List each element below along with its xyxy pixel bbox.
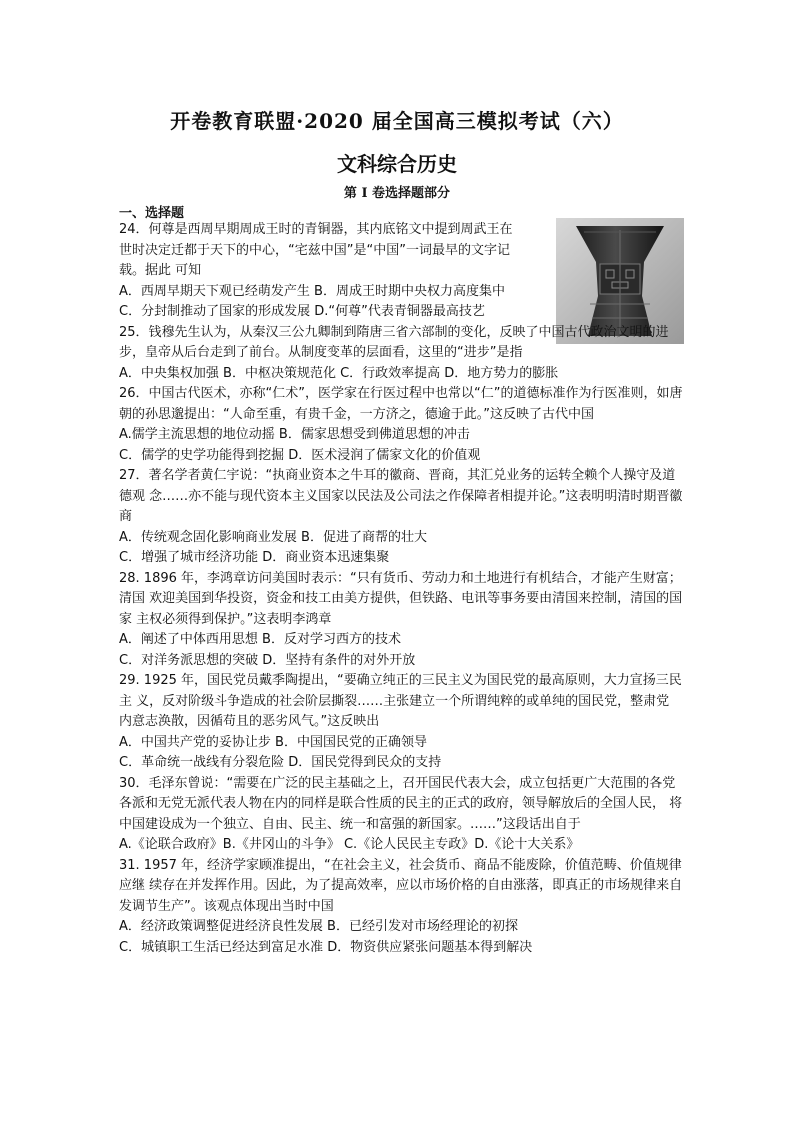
question-28: 28. 1896 年，李鸿章访问美国时表示：“只有货币、劳动力和土地进行有机结合，才能产生财富；清国 欢迎美国到华投资，资金和技工由美方提供，但铁路、电讯等事务要由清国来控制，清国的国家 主权必须得到保护。”这表明李鸿章 <box>119 570 683 627</box>
question-26: 26．中国古代医术，亦称“仁术”，医学家在行医过程中也常以“仁”的道德标准作为行医准则，如唐 朝的孙思邈提出：“人命至重，有贵千金，一方济之，德逾于此。”这反映了古代中国 <box>119 386 683 422</box>
question-30: 30．毛泽东曾说：“需要在广泛的民主基础之上，召开国民代表大会，成立包括更广大范围的各党各派和无党无派代表人物在内的同样是联合性质的民主的正式的政府，领导解放后的全国人民， 将中国建设成为一个独立、自由、民主、统一和富强的新国家。……”这段话出自于 <box>119 775 683 832</box>
question-31: 31. 1957 年，经济学家顾准提出，“在社会主义，社会货币、商品不能废除，价值范畴、价值规律应继 续存在并发挥作用。因此，为了提高效率，应以市场价格的自由涨落，即真正的市场规律来自 发调节生产”。该观点体现出当时中国 <box>119 857 683 914</box>
question-31-options-cd: C．城镇职工生活已经达到富足水准 D．物资供应紧张问题基本得到解决 <box>119 939 533 955</box>
question-24-options-ab: A．西周早期天下观已经萌发产生 B．周成王时期中央权力高度集中 <box>119 283 505 299</box>
question-24-options-cd: C．分封制推动了国家的形成发展 D.“何尊”代表青铜器最高技艺 <box>119 304 485 319</box>
question-25-options: A．中央集权加强 B．中枢决策规范化 C．行政效率提高 D．地方势力的膨胀 <box>119 365 559 381</box>
question-25: 25．钱穆先生认为，从秦汉三公九卿制到隋唐三省六部制的变化，反映了中国古代政治文明的进 步，皇帝从后台走到了前台。从制度变革的层面看，这里的“进步”是指 <box>119 324 669 360</box>
part-heading: 第 I 卷选择题部分 <box>343 186 451 201</box>
question-30-options: A.《论联合政府》B.《井冈山的斗争》 C.《论人民民主专政》D.《论十大关系》 <box>119 837 580 852</box>
question-27-options-cd: C．增强了城市经济功能 D．商业资本迅速集聚 <box>119 550 390 565</box>
question-26-options-ab: A.儒学主流思想的地位动摇 B．儒家思想受到佛道思想的冲击 <box>119 427 470 442</box>
question-list <box>119 220 685 958</box>
page-subtitle: 文科综合历史 <box>337 152 457 176</box>
question-26-options-cd: C．儒学的史学功能得到挖掘 D．医术浸润了儒家文化的价值观 <box>119 447 481 463</box>
question-27-options-ab: A．传统观念固化影响商业发展 B．促进了商帮的壮大 <box>119 529 427 545</box>
section-heading: 一、选择题 <box>119 206 185 221</box>
question-29: 29. 1925 年，国民党员戴季陶提出，“要确立纯正的三民主义为国民党的最高原则，大力宣扬三民主 义，反对阶级斗争造成的社会阶层撕裂……主张建立一个所谓纯粹的或单纯的国民党，整肃党 内意志涣散，因循苟且的恶劣风气。”这反映出 <box>119 673 682 729</box>
question-29-options-ab: A．中国共产党的妥协让步 B．中国国民党的正确领导 <box>119 734 427 750</box>
question-28-options-ab: A．阐述了中体西用思想 B．反对学习西方的技术 <box>119 632 401 647</box>
question-24: 24．何尊是西周早期周成王时的青铜器，其内底铭文中提到周武王在世时决定迁都于天下的中心，“宅兹中国”是“中国”一词最早的文字记载。据此 可知 <box>119 222 513 278</box>
question-31-options-ab: A．经济政策调整促进经济良性发展 B．已经引发对市场经理论的初探 <box>119 919 518 934</box>
question-27: 27．著名学者黄仁宇说：“执商业资本之牛耳的徽商、晋商，其汇兑业务的运转全赖个人操守及道德观 念……亦不能与现代资本主义国家以民法及公司法之作保障者相提并论。”这表明明清时期晋徽商 <box>119 468 683 524</box>
page-title: 开卷教育联盟·2020 届全国高三模拟考试（六） <box>170 109 624 133</box>
question-28-options-cd: C．对洋务派思想的突破 D．坚持有条件的对外开放 <box>119 652 416 668</box>
question-29-options-cd: C．革命统一战线有分裂危险 D．国民党得到民众的支持 <box>119 755 442 770</box>
